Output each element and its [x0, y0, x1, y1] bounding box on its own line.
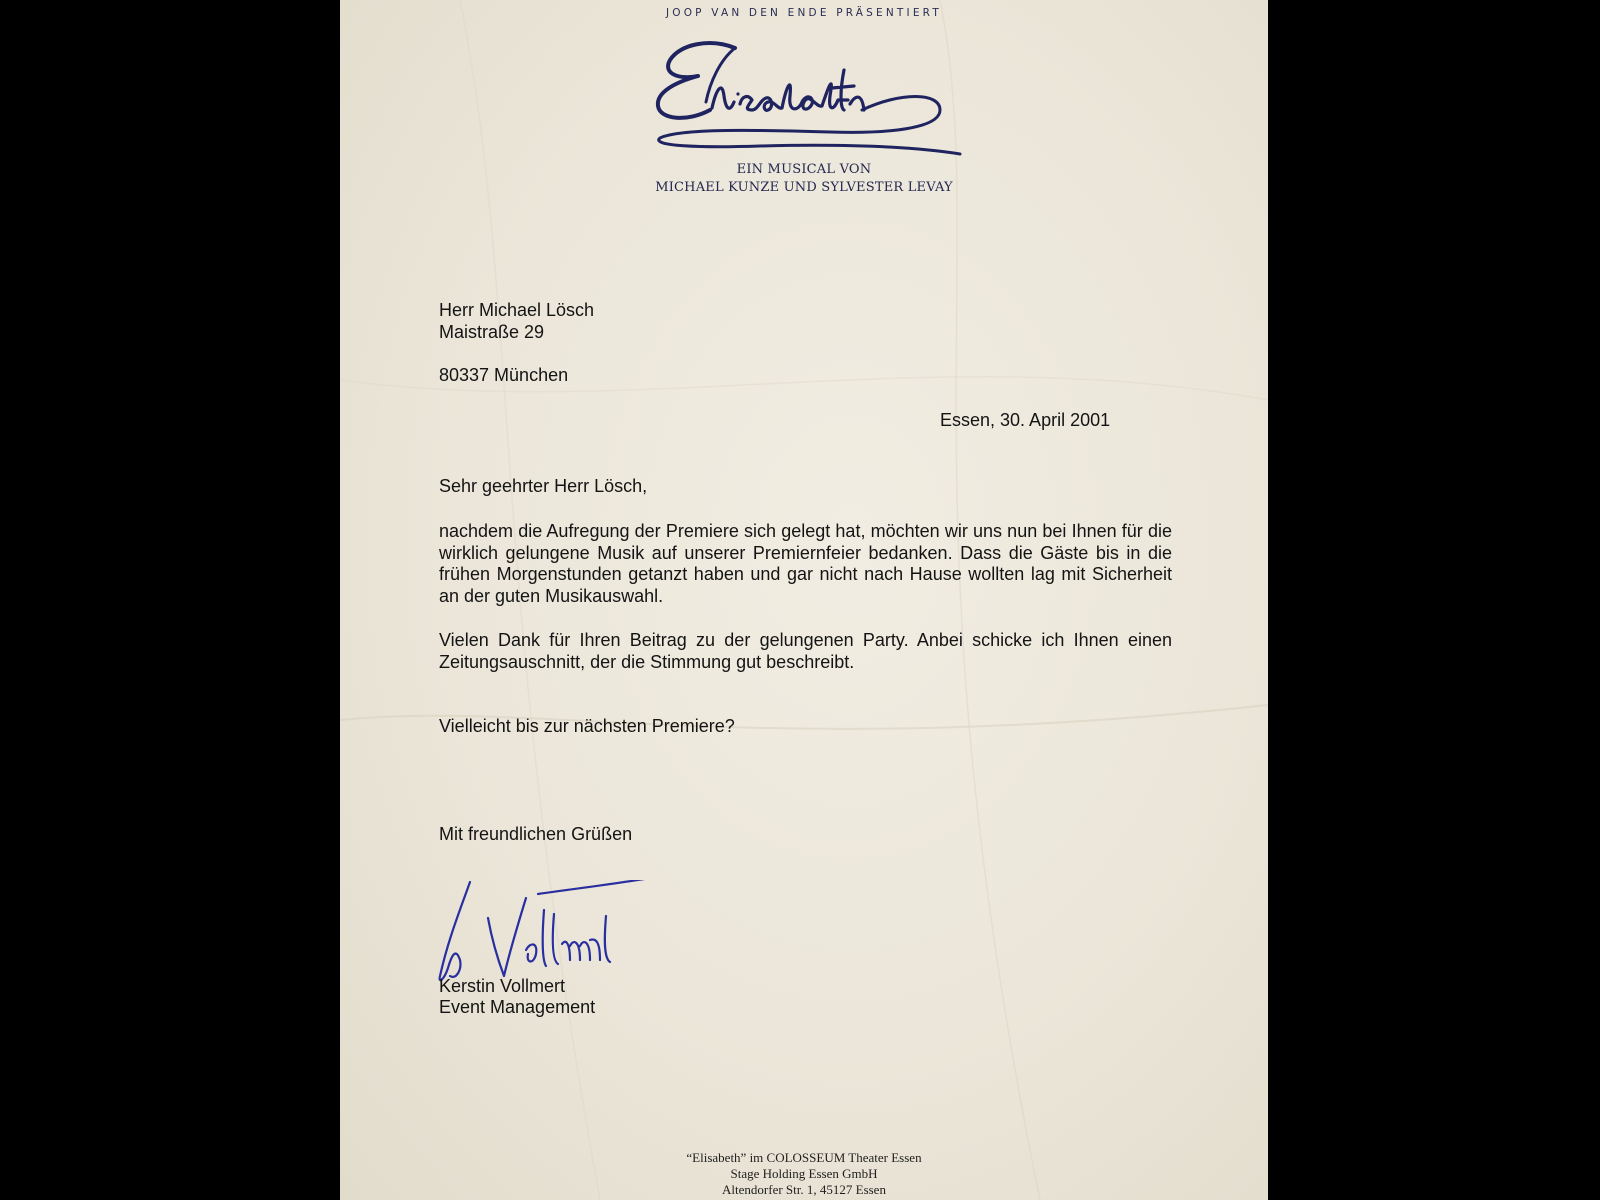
closing: Mit freundlichen Grüßen — [439, 824, 633, 844]
body-paragraph-3: Vielleicht bis zur nächsten Premiere? — [439, 716, 735, 736]
recipient-city: 80337 München — [439, 365, 569, 385]
recipient-street: Maistraße 29 — [439, 322, 545, 342]
letterhead-presenter: JOOP VAN DEN ENDE PRÄSENTIERT — [665, 7, 943, 19]
body-paragraph-1: nachdem die Aufregung der Premiere sich gelegt hat, möchten wir uns nun bei Ihnen für die wirklich gelungene Musik auf unserer Premiernfeier bedanken. Dass die Gäste bis in die frühen Morgenstunden getanzt haben und gar nicht nach Hause wollten lag mit Sicherheit an der guten Musikauswahl. — [439, 521, 1172, 606]
letterhead-musical-line1: EIN MUSICAL VON — [736, 162, 872, 177]
elisabeth-logo — [640, 30, 970, 160]
letter-sheet — [340, 0, 1268, 1200]
salutation: Sehr geehrter Herr Lösch, — [439, 476, 648, 496]
handwritten-signature — [430, 880, 670, 990]
letterhead-musical-line2: MICHAEL KUNZE UND SYLVESTER LEVAY — [655, 180, 953, 195]
footer-line-1: “Elisabeth” im COLOSSEUM Theater Essen — [686, 1150, 922, 1165]
footer-line-2: Stage Holding Essen GmbH — [730, 1166, 878, 1181]
signer-name: Kerstin Vollmert — [439, 976, 566, 996]
letter-date: Essen, 30. April 2001 — [940, 410, 1111, 430]
body-paragraph-2: Vielen Dank für Ihren Beitrag zu der gelungenen Party. Anbei schicke ich Ihnen einen Zeitungsauschnitt, der die Stimmung gut beschreibt. — [439, 630, 1172, 672]
footer-line-3: Altendorfer Str. 1, 45127 Essen — [722, 1182, 886, 1197]
signer-title: Event Management — [439, 997, 596, 1017]
recipient-name: Herr Michael Lösch — [439, 300, 595, 320]
